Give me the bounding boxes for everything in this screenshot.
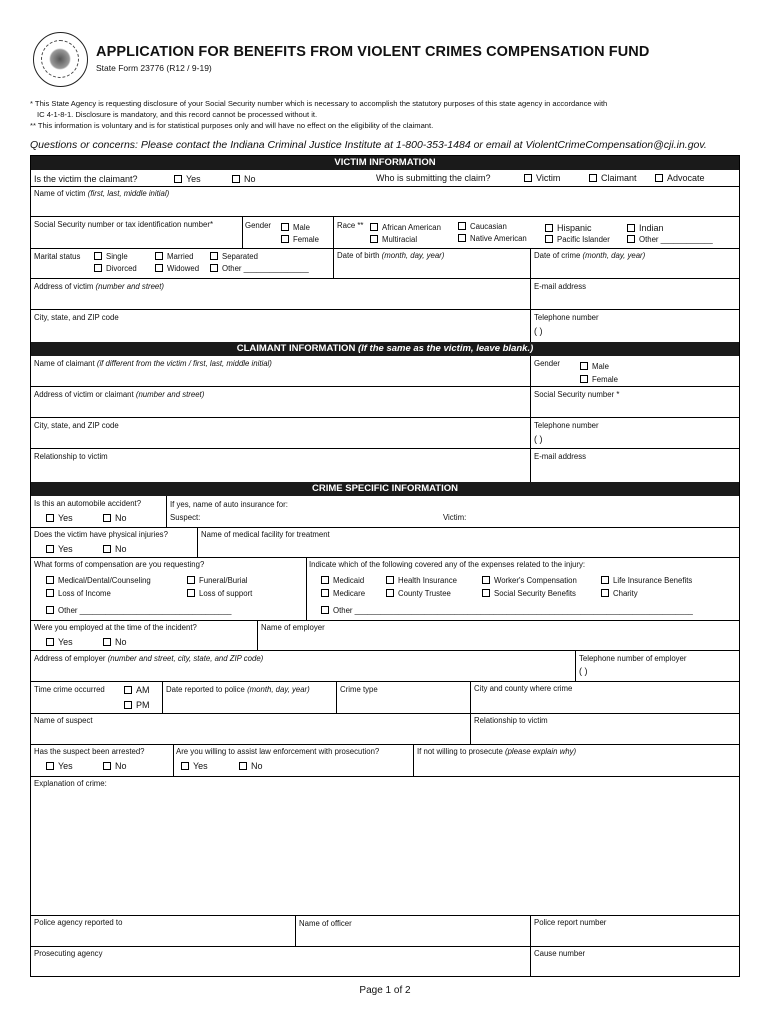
checkbox-icon [281,223,289,231]
checkbox-icon [627,224,635,232]
checkbox-icon [155,252,163,260]
employed-no[interactable]: No [103,637,127,647]
checkbox-icon [627,235,635,243]
notice-ssn: * This State Agency is requesting disclosure of your Social Security number which is necessary to accomplish the statutory purposes of this state agency in accordance with [30,99,608,108]
race-other[interactable]: Other ____________ [627,235,713,245]
claimant-gender-male[interactable]: Male [580,362,609,372]
form-number: State Form 23776 (R12 / 9-19) [96,63,212,73]
checkbox-icon [210,264,218,272]
medical-facility-field[interactable]: Name of medical facility for treatment [201,530,330,539]
checkbox-icon [46,589,54,597]
checkbox-icon [655,174,663,182]
race-caucasian[interactable]: Caucasian [458,222,507,232]
marital-widowed[interactable]: Widowed [155,264,199,274]
contact-line: Questions or concerns: Please contact the Indiana Criminal Justice Institute at 1-800-353-1484 or email at ViolentCrimeCompensation@cji.in.gov. [30,139,707,151]
checkbox-icon [103,514,111,522]
checkbox-icon [210,252,218,260]
race-hispanic[interactable]: Hispanic [545,223,592,234]
exp-health[interactable]: Health Insurance [386,576,457,586]
victim-phone-field[interactable]: ( ) [534,326,543,336]
marital-married[interactable]: Married [155,252,193,262]
marital-divorced[interactable]: Divorced [94,264,137,274]
claimant-email-field[interactable]: E-mail address [534,452,586,461]
exp-workers[interactable]: Worker's Compensation [482,576,577,586]
claimant-label: Claimant [601,173,637,183]
claimant-ssn-field[interactable]: Social Security number * [534,390,620,399]
checkbox-icon [458,222,466,230]
comp-other[interactable]: Other ___________________________________ [46,606,231,616]
checkbox-icon [482,576,490,584]
submitter-claimant[interactable] [589,173,637,183]
checkbox-icon [46,638,54,646]
checkbox-icon [103,638,111,646]
checkbox-icon [46,762,54,770]
time-crime-label: Time crime occurred [34,685,105,694]
checkbox-icon [94,264,102,272]
injuries-no[interactable]: No [103,544,127,554]
city-county-field[interactable]: City and county where crime [474,684,573,693]
expenses-question: Indicate which of the following covered any of the expenses related to the injury: [309,560,586,569]
injuries-yes[interactable]: Yes [46,544,73,554]
victim-gender-male[interactable]: Male [281,223,310,233]
application-form [30,155,740,977]
prosecuting-agency-field[interactable]: Prosecuting agency [34,949,103,958]
checkbox-icon [103,762,111,770]
race-label: Race ** [337,221,364,230]
checkbox-icon [589,174,597,182]
checkbox-icon [545,224,553,232]
claimant-phone-field[interactable]: ( ) [534,434,543,444]
notice-voluntary: ** This information is voluntary and is for statistical purposes only and will have no effect on the eligibility of the claimant. [30,121,434,130]
employer-address-field[interactable]: Address of employer (number and street, city, state, and ZIP code) [34,654,264,663]
employer-phone-label: Telephone number of employer [579,654,687,663]
checkbox-icon [281,235,289,243]
exp-charity[interactable]: Charity [601,589,638,599]
checkbox-icon [601,589,609,597]
checkbox-icon [187,589,195,597]
checkbox-icon [124,686,132,694]
cause-number-field[interactable]: Cause number [534,949,586,958]
exp-social-security[interactable]: Social Security Benefits [482,589,576,599]
checkbox-icon [187,576,195,584]
checkbox-icon [545,235,553,243]
checkbox-icon [46,576,54,584]
checkbox-icon [155,264,163,272]
date-reported-field[interactable]: Date reported to police (month, day, year) [166,685,310,694]
employed-question: Were you employed at the time of the incident? [34,623,197,632]
injuries-question: Does the victim have physical injuries? [34,530,168,539]
employer-name-field[interactable]: Name of employer [261,623,325,632]
victim-address-field[interactable]: Address of victim (number and street) [34,282,165,291]
auto-insurance-victim[interactable]: Victim: [443,513,467,522]
claimant-address-field[interactable]: Address of victim or claimant (number and street) [34,390,205,399]
victim-ssn-field[interactable]: Social Security number or tax identification number* [34,220,213,229]
claimant-section-header: CLAIMANT INFORMATION (If the same as the victim, leave blank.) [31,342,739,356]
assist-question: Are you willing to assist law enforcement with prosecution? [176,747,380,756]
victim-city-field[interactable]: City, state, and ZIP code [34,313,119,322]
checkbox-icon [321,606,329,614]
race-multiracial[interactable]: Multiracial [370,235,417,245]
arrested-question: Has the suspect been arrested? [34,747,145,756]
checkbox-icon [370,235,378,243]
exp-medicare[interactable]: Medicare [321,589,365,599]
auto-accident-question: Is this an automobile accident? [34,499,142,508]
victim-section-header: VICTIM INFORMATION [31,156,739,170]
not-willing-field[interactable]: If not willing to prosecute (please explain why) [417,747,577,756]
victim-dob-field[interactable]: Date of birth (month, day, year) [337,251,445,260]
checkbox-icon [524,174,532,182]
arrested-yes[interactable]: Yes [46,761,73,771]
race-african-american[interactable]: African American [370,223,441,233]
checkbox-icon [181,762,189,770]
date-of-crime-field[interactable]: Date of crime (month, day, year) [534,251,646,260]
submitter-advocate[interactable] [655,173,705,183]
checkbox-icon [601,576,609,584]
claimant-relationship-field[interactable]: Relationship to victim [34,452,108,461]
comp-income[interactable]: Loss of Income [46,589,111,599]
checkbox-icon [458,234,466,242]
time-am[interactable]: AM [124,685,150,695]
checkbox-icon [386,589,394,597]
checkbox-icon [124,701,132,709]
suspect-relationship-field[interactable]: Relationship to victim [474,716,548,725]
checkbox-icon [46,514,54,522]
assist-yes[interactable]: Yes [181,761,208,771]
yes-label: Yes [186,174,201,184]
form-title: APPLICATION FOR BENEFITS FROM VIOLENT CRIMES COMPENSATION FUND [96,44,650,60]
claimant-name-field[interactable]: Name of claimant (if different from the victim / first, last, middle initial) [34,359,272,368]
marital-status-label: Marital status [34,252,81,261]
police-report-number-field[interactable]: Police report number [534,918,607,927]
employed-yes[interactable]: Yes [46,637,73,647]
is-claimant-question: Is the victim the claimant? [34,174,138,184]
checkbox-icon [482,589,490,597]
claimant-gender-female[interactable]: Female [580,375,618,385]
exp-county[interactable]: County Trustee [386,589,451,599]
officer-name-field[interactable]: Name of officer [299,919,352,928]
race-native-american[interactable]: Native American [458,234,527,244]
marital-single[interactable]: Single [94,252,128,262]
auto-yes[interactable]: Yes [46,513,73,523]
page-number: Page 1 of 2 [359,985,411,996]
checkbox-icon [580,362,588,370]
checkbox-icon [580,375,588,383]
employer-phone-field[interactable]: ( ) [579,666,588,676]
victim-phone-label: Telephone number [534,313,599,322]
checkbox-icon [321,576,329,584]
exp-medicaid[interactable]: Medicaid [321,576,364,586]
victim-name-field[interactable]: Name of victim (first, last, middle initial) [34,189,170,198]
victim-gender-label: Gender [245,221,272,230]
race-pacific-islander[interactable]: Pacific Islander [545,235,610,245]
suspect-name-field[interactable]: Name of suspect [34,716,93,725]
comp-support[interactable]: Loss of support [187,589,252,599]
checkbox-icon [46,606,54,614]
marital-separated[interactable]: Separated [210,252,258,262]
victim-gender-female[interactable]: Female [281,235,319,245]
state-seal-icon [33,32,88,87]
checkbox-icon [321,589,329,597]
comp-funeral[interactable]: Funeral/Burial [187,576,248,586]
checkbox-icon [370,223,378,231]
submitter-victim[interactable] [524,173,560,183]
compensation-question: What forms of compensation are you requesting? [34,560,205,569]
is-claimant-yes[interactable] [174,174,201,184]
crime-section-header: CRIME SPECIFIC INFORMATION [31,482,739,496]
crime-type-field[interactable]: Crime type [340,685,378,694]
checkbox-icon [239,762,247,770]
auto-no[interactable]: No [103,513,127,523]
time-pm[interactable]: PM [124,700,150,710]
victim-label: Victim [536,173,561,183]
exp-life[interactable]: Life Insurance Benefits [601,576,692,586]
exp-other[interactable]: Other ______________________________________________________________________________ [321,606,693,616]
marital-other[interactable]: Other _______________ [210,264,309,274]
assist-no[interactable]: No [239,761,263,771]
race-indian[interactable]: Indian [627,223,664,234]
no-label: No [244,174,256,184]
checkbox-icon [103,545,111,553]
checkbox-icon [94,252,102,260]
claimant-phone-label: Telephone number [534,421,599,430]
explanation-field[interactable]: Explanation of crime: [34,779,107,788]
who-submits-question: Who is submitting the claim? [376,173,491,183]
notice-ssn-cont: IC 4-1-8-1. Disclosure is mandatory, and this record cannot be processed without it. [37,110,318,119]
claimant-gender-label: Gender [534,359,561,368]
checkbox-icon [174,175,182,183]
victim-email-field[interactable]: E-mail address [534,282,586,291]
auto-insurance-suspect[interactable]: Suspect: [170,513,201,522]
checkbox-icon [232,175,240,183]
checkbox-icon [46,545,54,553]
comp-medical[interactable]: Medical/Dental/Counseling [46,576,151,586]
auto-insurance-label: If yes, name of auto insurance for: [170,500,288,509]
checkbox-icon [386,576,394,584]
advocate-label: Advocate [667,173,705,183]
police-agency-field[interactable]: Police agency reported to [34,918,123,927]
is-claimant-no[interactable] [232,174,256,184]
claimant-city-field[interactable]: City, state, and ZIP code [34,421,119,430]
arrested-no[interactable]: No [103,761,127,771]
